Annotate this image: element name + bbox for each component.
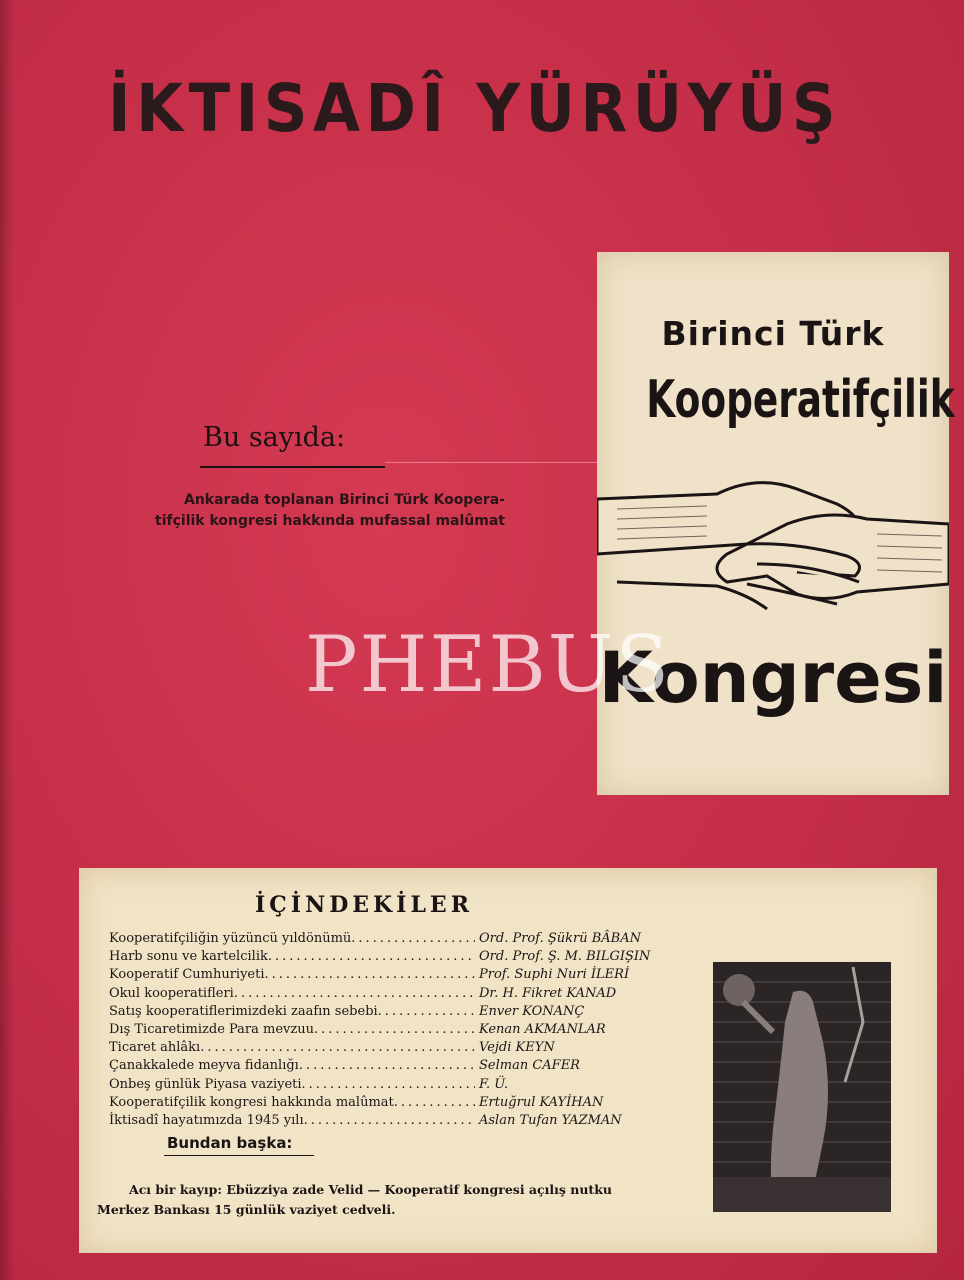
list-item [109,1039,669,1057]
issue-description-line-1: Ankarada toplanan Birinci Türk Koopera- [184,492,505,508]
leader-dots [378,1003,475,1021]
item-author: Ord. Prof. Ş. M. BILGIŞIN [479,949,651,965]
list-item [109,1112,669,1130]
leader-dots [314,1021,475,1039]
issue-label-underline [200,466,385,468]
list-item [109,1094,669,1112]
item-title: İktisadî hayatımızda 1945 yılı [109,1113,304,1129]
congress-poster [597,252,955,795]
table-of-contents [79,868,937,1253]
leader-dots [304,1112,475,1130]
list-item [109,1021,669,1039]
list-item [109,1076,669,1094]
issue-label: Bu sayıda: [203,422,346,453]
leader-dots [302,1076,475,1094]
list-item [109,948,669,966]
masthead-title: İKTISADÎ YÜRÜYÜŞ [108,70,842,147]
leader-dots [299,1057,475,1075]
leader-dots [265,966,475,984]
item-author: Vejdi KEYN [479,1040,555,1056]
list-item [109,966,669,984]
item-author: Aslan Tufan YAZMAN [479,1113,622,1129]
list-item [109,930,669,948]
item-title: Dış Ticaretimizde Para mevzuu [109,1022,314,1038]
leader-dots [394,1094,475,1112]
contents-list [109,930,669,1130]
poster-line-3: Kongresi [598,637,948,719]
item-author: Ertuğrul KAYİHAN [479,1094,604,1110]
item-title: Çanakkalede meyva fidanlığı [109,1058,299,1074]
page-edge-shadow [0,0,14,1280]
handshake-illustration [597,464,949,624]
extra-heading-underline [164,1155,314,1156]
item-author: F. Ü. [479,1076,509,1092]
leader-dots [351,930,475,948]
item-title: Kooperatifçiliğin yüzüncü yıldönümü [109,931,352,946]
issue-description [60,490,505,532]
poster-line-2: Kooperatifçilik [646,370,955,430]
list-item [109,985,669,1003]
engraving-illustration [713,962,891,1212]
leader-dots [234,985,475,1003]
extra-line-2: Merkez Bankası 15 günlük vaziyet cedveli. [97,1202,396,1217]
item-author: Ord. Prof. Şükrü BÂBAN [479,931,641,946]
contents-title: İÇİNDEKİLER [255,892,473,918]
item-author: Enver KONANÇ [479,1003,585,1019]
item-author: Kenan AKMANLAR [479,1022,606,1038]
item-author: Prof. Suphi Nuri İLERİ [479,967,630,983]
item-title: Kooperatif Cumhuriyeti [109,967,265,983]
item-title: Ticaret ahlâkı [109,1040,201,1056]
item-title: Onbeş günlük Piyasa vaziyeti [109,1076,302,1092]
list-item [109,1057,669,1075]
divider-line [385,462,600,463]
item-title: Satış kooperatiflerimizdeki zaafın sebebi [109,1003,378,1019]
leader-dots [200,1039,475,1057]
poster-line-1: Birinci Türk [661,314,885,353]
item-title: Okul kooperatifleri [109,985,234,1001]
list-item [109,1003,669,1021]
extra-heading: Bundan başka: [167,1134,293,1152]
watermark: PHEBUS [305,620,671,710]
extra-line-1: Acı bir kayıp: Ebüzziya zade Velid — Kooperatif kongresi açılış nutku [129,1182,612,1197]
item-title: Harb sonu ve kartelcilik [109,949,268,965]
item-author: Selman CAFER [479,1058,580,1074]
item-author: Dr. H. Fikret KANAD [479,985,617,1001]
item-title: Kooperatifçilik kongresi hakkında malûmat [109,1094,394,1110]
leader-dots [268,948,475,966]
issue-description-line-2: tifçilik kongresi hakkında mufassal malûmat [155,513,505,529]
